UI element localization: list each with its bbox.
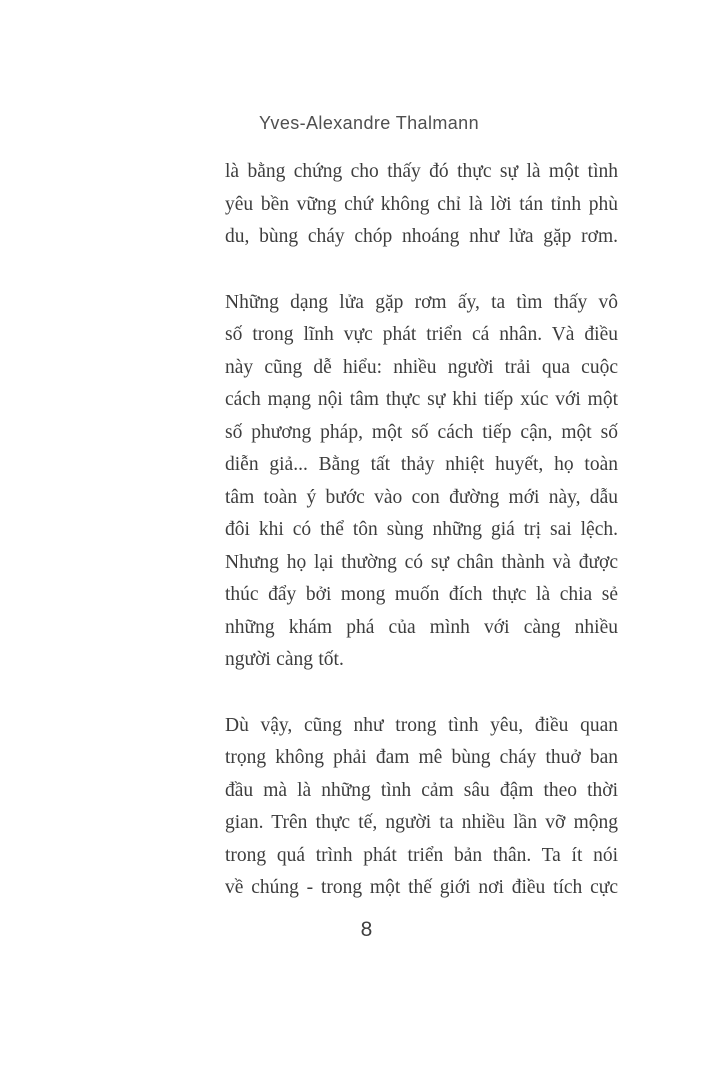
text-line: tâm toàn ý bước vào con đường mới này, dẫu (225, 486, 618, 508)
text-line: những khám phá của mình với càng nhiều (225, 616, 618, 638)
text-line: Nhưng họ lại thường có sự chân thành và được (225, 551, 618, 573)
text-line: trọng không phải đam mê bùng cháy thuở ban (225, 747, 618, 768)
text-line: Những dạng lửa gặp rơm ấy, ta tìm thấy vô (225, 291, 618, 313)
text-line: là bằng chứng cho thấy đó thực sự là một tình (225, 161, 618, 182)
text-line: thúc đẩy bởi mong muốn đích thực là chia sẻ (225, 584, 618, 605)
text-line: số phương pháp, một số cách tiếp cận, một số (225, 421, 618, 443)
text-line: yêu bền vững chứ không chỉ là lời tán tỉnh phù (225, 193, 618, 215)
text-line: về chúng - trong một thế giới nơi điều tích cực (225, 877, 618, 898)
text-line: đầu mà là những tình cảm sâu đậm theo thời (225, 779, 618, 801)
text-line: Dù vậy, cũng như trong tình yêu, điều quan (225, 714, 618, 736)
text-line: đôi khi có thể tôn sùng những giá trị sai lệch. (225, 519, 618, 540)
text-line: này cũng dễ hiểu: nhiều người trải qua cuộc (225, 356, 618, 378)
page-number: 8 (360, 918, 373, 941)
text-line: số trong lĩnh vực phát triển cá nhân. Và điều (225, 324, 618, 345)
paragraph (225, 156, 618, 254)
running-header-author: Yves-Alexandre Thalmann (259, 113, 479, 133)
text-line: cách mạng nội tâm thực sự khi tiếp xúc với một (225, 389, 618, 410)
paragraph (225, 710, 618, 905)
text-line: diễn giả... Bằng tất thảy nhiệt huyết, họ toàn (225, 454, 618, 475)
page-body (225, 156, 618, 905)
paragraph (225, 287, 618, 677)
text-line: trong quá trình phát triển bản thân. Ta ít nói (225, 844, 618, 866)
text-line: du, bùng cháy chóp nhoáng như lửa gặp rơm. (225, 226, 618, 247)
text-line: gian. Trên thực tế, người ta nhiều lần vỡ mộng (225, 812, 618, 833)
text-line: người càng tốt. (225, 649, 344, 670)
